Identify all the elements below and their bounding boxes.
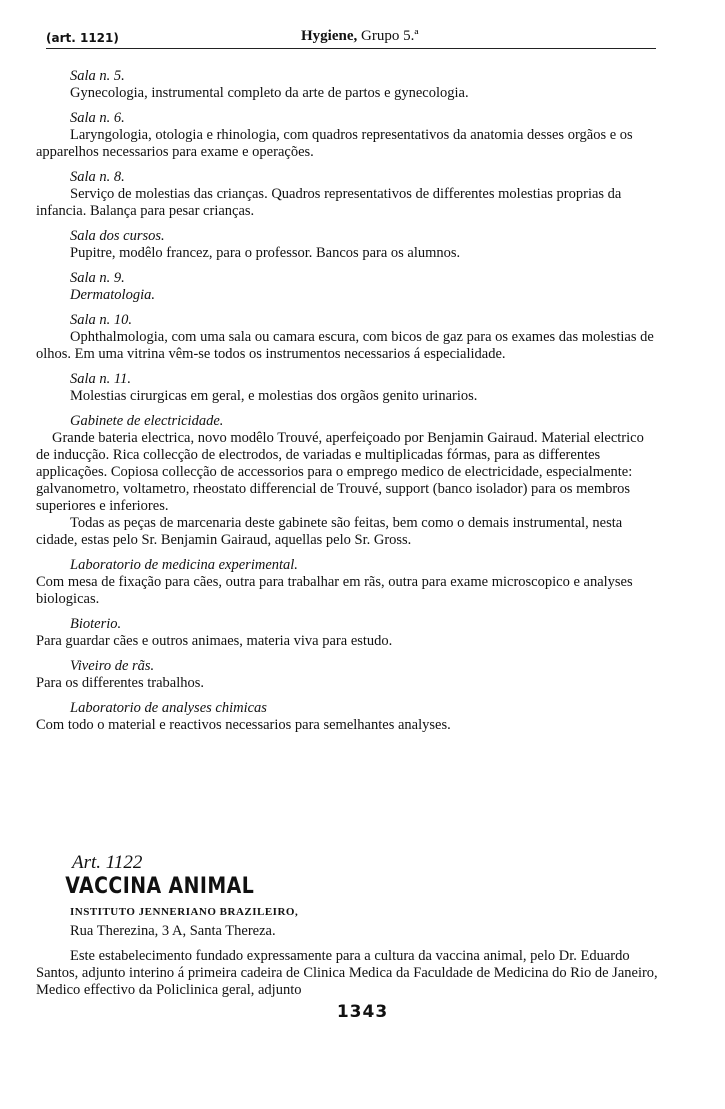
entry-body-2: Todas as peças de marcenaria deste gabinete são feitas, bem como o demais instrumental, nesta cidade, estas pelo Sr. Benjamin Gairaud, aquellas pelo Sr. Gross. — [36, 515, 623, 548]
entry-title: Sala dos cursos. — [70, 228, 165, 244]
page-header — [46, 30, 658, 50]
entry-body: Para guardar cães e outros animaes, materia viva para estudo. — [36, 633, 393, 649]
entry-title: Laboratorio de medicina experimental. — [70, 557, 298, 573]
article-title: VACCINA ANIMAL — [65, 874, 255, 899]
article-institution: INSTITUTO JENNERIANO BRAZILEIRO, — [70, 906, 299, 918]
entry-sala-10 — [36, 312, 660, 363]
entry-title: Bioterio. — [70, 616, 122, 632]
header-section — [301, 28, 418, 45]
entry-title: Sala n. 5. — [70, 68, 125, 84]
entry-gabinete-electricidade — [36, 413, 660, 549]
entry-body: Pupitre, modêlo francez, para o professor. Bancos para os alumnos. — [70, 245, 461, 261]
entry-body: Molestias cirurgicas em geral, e molestias dos orgãos genito urinarios. — [70, 388, 478, 404]
entry-sala-5 — [36, 68, 660, 102]
page-number: 1343 — [336, 1002, 389, 1022]
entry-body: Gynecologia, instrumental completo da arte de partos e gynecologia. — [70, 85, 469, 101]
article-address: Rua Therezina, 3 A, Santa Thereza. — [70, 923, 276, 939]
entry-sala-cursos — [36, 228, 660, 262]
entry-body: Laryngologia, otologia e rhinologia, com quadros representativos da anatomia desses orgãos e os apparelhos necessarios para exame e operações. — [36, 127, 633, 160]
entry-bioterio — [36, 616, 660, 650]
entry-title: Gabinete de electricidade. — [70, 413, 224, 429]
article-label: Art. 1122 — [72, 852, 143, 873]
entry-title: Sala n. 11. — [70, 371, 131, 387]
entry-sala-11 — [36, 371, 660, 405]
entry-body: Para os differentes trabalhos. — [36, 675, 205, 691]
entry-sala-6 — [36, 110, 660, 161]
entry-viveiro-ras — [36, 658, 660, 692]
entry-body: Serviço de molestias das crianças. Quadros representativos de differentes molestias proprias da infancia. Balança para pesar crianças. — [36, 186, 622, 219]
entry-sala-9 — [36, 270, 660, 304]
entry-sala-8 — [36, 169, 660, 220]
entry-body: Com todo o material e reactivos necessarios para semelhantes analyses. — [36, 717, 451, 733]
entry-title: Laboratorio de analyses chimicas — [70, 700, 267, 716]
header-section-bold: Hygiene, — [301, 28, 358, 44]
entry-body: Ophthalmologia, com uma sala ou camara escura, com bicos de gaz para os exames das molestias de olhos. Em uma vitrina vêm-se todos os instrumentos necessarios á especialidade. — [36, 329, 654, 362]
entry-laboratorio-medicina — [36, 557, 660, 608]
article-1122 — [36, 852, 660, 999]
header-rule — [46, 48, 656, 49]
entry-title: Sala n. 9. — [70, 270, 125, 286]
entry-body: Grande bateria electrica, novo modêlo Trouvé, aperfeiçoado por Benjamin Gairaud. Material electrico de inducção. Rica collecção de electrodos, de variadas e multiplicadas fórmas, para as differentes applicações. Copiosa collecção de accessorios para o emprego medico de electricidade, especialmente: galvanometro, voltametro, rheostato differencial de Trouvé, support (banco isolador) para os membros superiores e inferiores. — [36, 430, 644, 514]
page-content — [36, 68, 660, 742]
header-section-rest: Grupo 5.ª — [357, 28, 419, 44]
entry-title: Viveiro de rãs. — [70, 658, 155, 674]
entry-title: Sala n. 8. — [70, 169, 125, 185]
entry-laboratorio-analyses — [36, 700, 660, 734]
header-article-ref: (art. 1121) — [46, 31, 119, 45]
entry-title: Sala n. 6. — [70, 110, 125, 126]
entry-title: Sala n. 10. — [70, 312, 133, 328]
entry-body: Com mesa de fixação para cães, outra para trabalhar em rãs, outra para exame microscopico e analyses biologicas. — [36, 574, 633, 607]
entry-body: Dermatologia. — [70, 287, 155, 303]
article-body: Este estabelecimento fundado expressamente para a cultura da vaccina animal, pelo Dr. Eduardo Santos, adjunto interino á primeira cadeira de Clinica Medica da Faculdade de Medicina do Rio de Janeiro, Medico effectivo da Policlinica geral, adjunto — [36, 948, 658, 998]
